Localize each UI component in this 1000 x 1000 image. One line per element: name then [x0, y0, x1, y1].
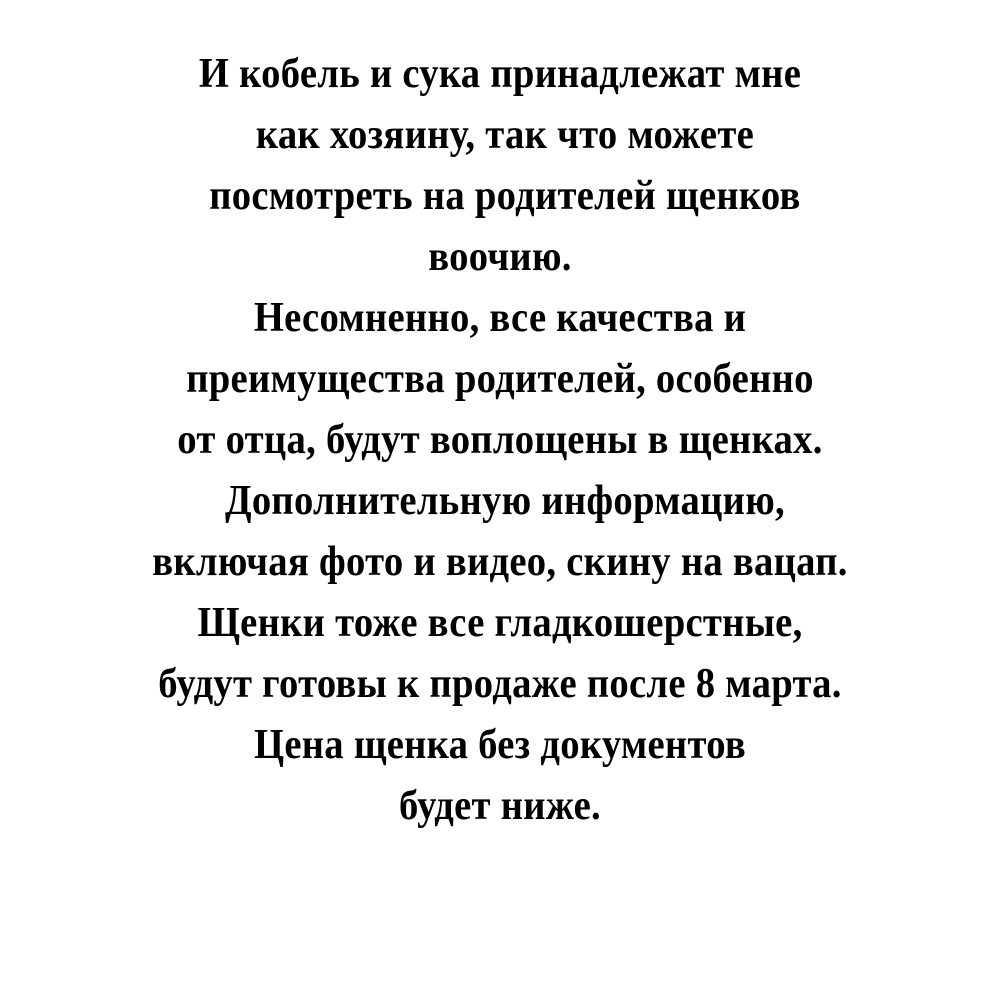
text-line: как хозяину, так что можете	[245, 112, 755, 158]
text-line: Цена щенка без документов	[253, 722, 746, 768]
text-line: Несомненно, все качества и	[253, 295, 747, 341]
ad-text-block	[40, 44, 960, 837]
text-line: от отца, будут воплощены в щенках.	[177, 417, 823, 463]
text-line: преимущества родителей, особенно	[186, 356, 814, 402]
text-line: воочию.	[428, 234, 572, 280]
text-line: И кобель и сука принадлежат мне	[198, 51, 802, 97]
text-line: посмотреть на родителей щенков	[199, 173, 801, 219]
text-line: будет ниже.	[399, 783, 601, 829]
text-line: включая фото и видео, скину на вацап.	[152, 539, 848, 585]
text-line: Дополнительную информацию,	[215, 478, 785, 524]
text-line: Щенки тоже все гладкошерстные,	[197, 600, 803, 646]
text-line: будут готовы к продаже после 8 марта.	[158, 661, 842, 707]
